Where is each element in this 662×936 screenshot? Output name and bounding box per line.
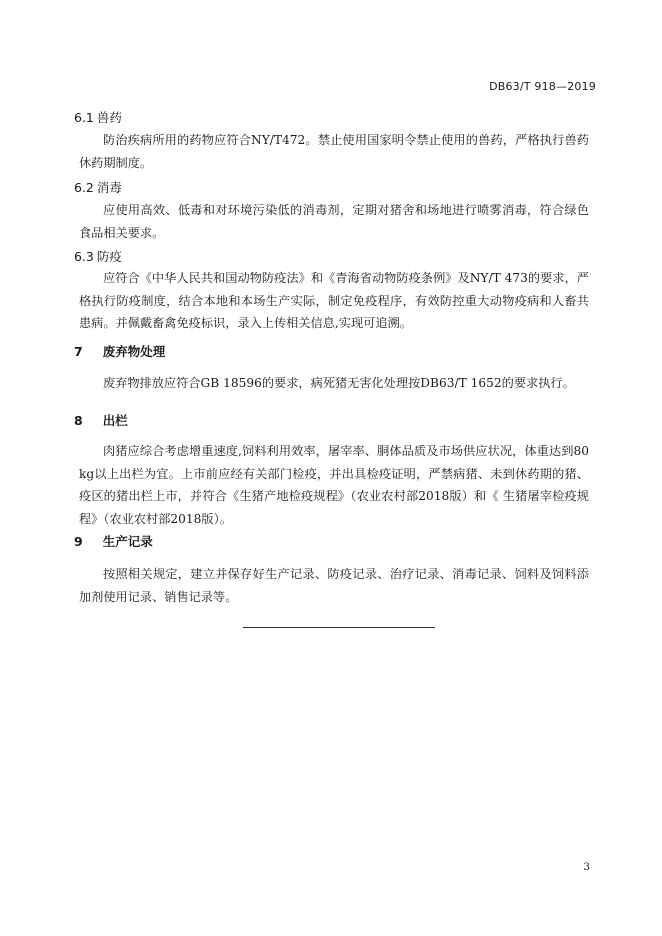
section-heading-8 — [74, 411, 128, 429]
section-paragraph-8: 肉猪应综合考虑增重速度,饲料利用效率，屠宰率、胴体品质及市场供应状况，体重达到80 kg以上出栏为宜。上市前应经有关部门检疫，并出具检疫证明，严禁病猪、未到休药期的猪、疫区的猪出栏上市，并符合《生猪产地检疫规程》（农业农村部2018版）和《 生猪屠宰检疫规程》（农业农村部2018版）。 — [79, 444, 589, 526]
section-paragraph-6-1: 防治疾病所用的药物应符合NY/T472。禁止使用国家明令禁止使用的兽药，严格执行兽药休药期制度。 — [79, 133, 589, 170]
section-title: 生产记录 — [102, 534, 153, 549]
section-title: 防疫 — [96, 249, 122, 264]
section-number: 6.2 — [74, 180, 94, 195]
section-title: 出栏 — [102, 413, 128, 428]
section-heading-6-1 — [74, 108, 122, 126]
section-paragraph-6-3: 应符合《中华人民共和国动物防疫法》和《青海省动物防疫条例》及NY/T 473的要求，严格执行防疫制度，结合本地和本场生产实际，制定免疫程序，有效防控重大动物疫病和人畜共患病。并佩戴畜禽免疫标识，录入上传相关信息,实现可追溯。 — [79, 271, 589, 330]
page-number: 3 — [583, 861, 590, 873]
section-title: 废弃物处理 — [102, 344, 166, 359]
document-code: DB63/T 918—2019 — [489, 80, 596, 93]
section-heading-7 — [74, 342, 165, 360]
section-number: 7 — [74, 344, 83, 359]
section-paragraph-7: 废弃物排放应符合GB 18596的要求，病死猪无害化处理按DB63/T 1652的要求执行。 — [103, 376, 575, 390]
section-paragraph-9: 按照相关规定，建立并保存好生产记录、防疫记录、治疗记录、消毒记录、饲料及饲料添加剂使用记录、销售记录等。 — [79, 567, 589, 604]
section-title: 消毒 — [96, 180, 122, 195]
end-of-document-rule — [243, 627, 435, 628]
section-heading-6-2 — [74, 178, 122, 196]
section-number: 6.1 — [74, 110, 94, 125]
section-number: 6.3 — [74, 249, 94, 264]
section-paragraph-6-2: 应使用高效、低毒和对环境污染低的消毒剂，定期对猪舍和场地进行喷雾消毒，符合绿色食品相关要求。 — [79, 203, 589, 240]
section-number: 8 — [74, 413, 83, 428]
section-heading-9 — [74, 532, 153, 550]
section-heading-6-3 — [74, 247, 122, 265]
section-title: 兽药 — [96, 110, 122, 125]
section-number: 9 — [74, 534, 83, 549]
